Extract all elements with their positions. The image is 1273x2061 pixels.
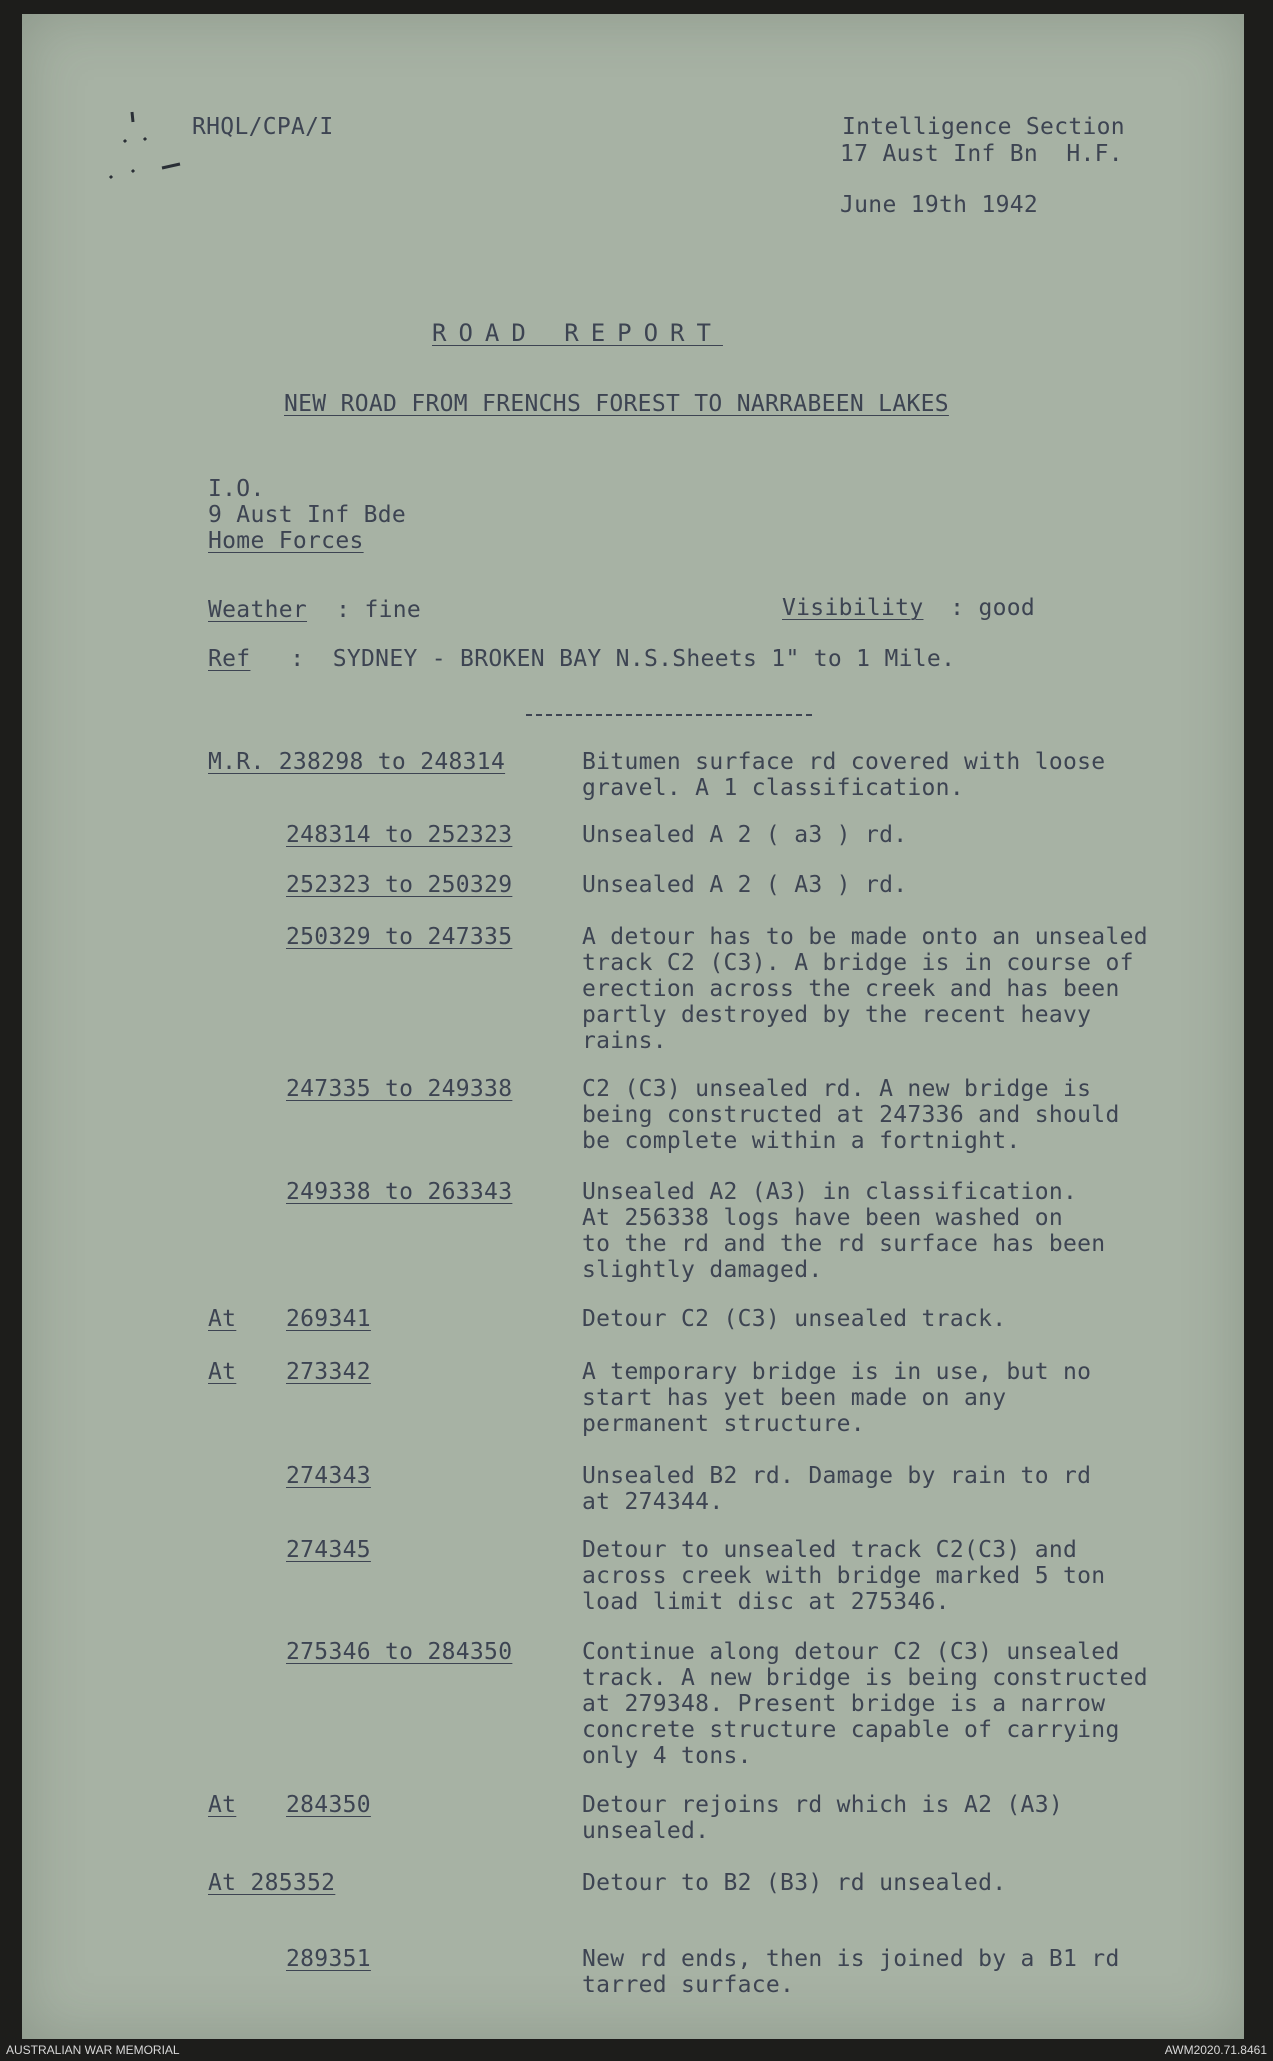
weather-label: Weather xyxy=(208,597,308,623)
addressee-line-2: 9 Aust Inf Bde xyxy=(208,502,407,528)
entry-ref: 249338 to 263343 xyxy=(286,1179,513,1205)
document-page xyxy=(22,14,1244,2039)
entry-description: Detour rejoins rd which is A2 (A3) unsealed. xyxy=(582,1792,1064,1844)
entry-description: C2 (C3) unsealed rd. A new bridge is being constructed at 247336 and should be complete within a fortnight. xyxy=(582,1076,1120,1154)
entry-description: Unsealed A 2 ( A3 ) rd. xyxy=(582,872,908,898)
unit-line-2: 17 Aust Inf Bn H.F. xyxy=(840,141,1123,167)
addressee-line-1: I.O. xyxy=(208,476,265,502)
unit-line-1: Intelligence Section xyxy=(842,114,1125,140)
entry-description: Detour to unsealed track C2(C3) and across creek with bridge marked 5 ton load limit disc at 275346. xyxy=(582,1537,1106,1615)
entry-description: Bitumen surface rd covered with loose gravel. A 1 classification. xyxy=(582,749,1106,801)
entry-ref: 274345 xyxy=(286,1537,371,1563)
entry-ref: 284350 xyxy=(286,1792,371,1818)
archive-identifier: AWM2020.71.8461 xyxy=(1164,2043,1267,2057)
entry-description: Unsealed B2 rd. Damage by rain to rd at 274344. xyxy=(582,1463,1092,1515)
entry-ref: 269341 xyxy=(286,1306,371,1332)
visibility-value: : good xyxy=(936,595,1036,621)
entry-description: New rd ends, then is joined by a B1 rd tarred surface. xyxy=(582,1946,1120,1998)
entry-ref: M.R. 238298 to 248314 xyxy=(208,749,506,775)
entry-description: Detour to B2 (B3) rd unsealed. xyxy=(582,1870,1007,1896)
visibility-label: Visibility xyxy=(782,595,924,621)
entry-ref: 273342 xyxy=(286,1359,371,1385)
entry-prefix: At xyxy=(208,1792,237,1818)
entry-prefix: At xyxy=(208,1306,237,1332)
entry-ref: At 285352 xyxy=(208,1870,336,1896)
entry-description: Continue along detour C2 (C3) unsealed track. A new bridge is being constructed at 279348. Present bridge is a narrow concrete structure capable of carrying only 4 tons. xyxy=(582,1639,1148,1769)
report-title: ROAD REPORT xyxy=(432,319,723,347)
entry-ref: 252323 to 250329 xyxy=(286,872,513,898)
entry-description: Unsealed A 2 ( a3 ) rd. xyxy=(582,822,908,848)
entry-ref: 247335 to 249338 xyxy=(286,1076,513,1102)
entry-description: A temporary bridge is in use, but no start has yet been made on any permanent structure. xyxy=(582,1359,1092,1437)
entry-ref: 275346 to 284350 xyxy=(286,1639,513,1665)
addressee-line-3: Home Forces xyxy=(208,528,364,554)
weather-value: : fine xyxy=(322,597,422,623)
dashed-separator xyxy=(526,714,812,716)
report-date: June 19th 1942 xyxy=(840,192,1039,218)
entry-prefix: At xyxy=(208,1359,237,1385)
ref-label: Ref xyxy=(208,646,251,672)
entry-ref: 289351 xyxy=(286,1946,371,1972)
entry-description: Unsealed A2 (A3) in classification. At 256338 logs have been washed on to the rd and the rd surface has been slightly damaged. xyxy=(582,1179,1106,1283)
ref-value: : SYDNEY - BROKEN BAY N.S.Sheets 1" to 1 Mile. xyxy=(262,646,956,672)
file-reference: RHQL/CPA/I xyxy=(192,114,334,140)
entry-ref: 274343 xyxy=(286,1463,371,1489)
entry-description: A detour has to be made onto an unsealed track C2 (C3). A bridge is in course of erection across the creek and has been partly destroyed by the recent heavy rains. xyxy=(582,924,1148,1054)
entry-ref: 250329 to 247335 xyxy=(286,924,513,950)
entry-ref: 248314 to 252323 xyxy=(286,822,513,848)
entry-description: Detour C2 (C3) unsealed track. xyxy=(582,1306,1007,1332)
archive-credit: AUSTRALIAN WAR MEMORIAL xyxy=(6,2043,180,2057)
report-subtitle: NEW ROAD FROM FRENCHS FOREST TO NARRABEEN LAKES xyxy=(284,391,949,417)
